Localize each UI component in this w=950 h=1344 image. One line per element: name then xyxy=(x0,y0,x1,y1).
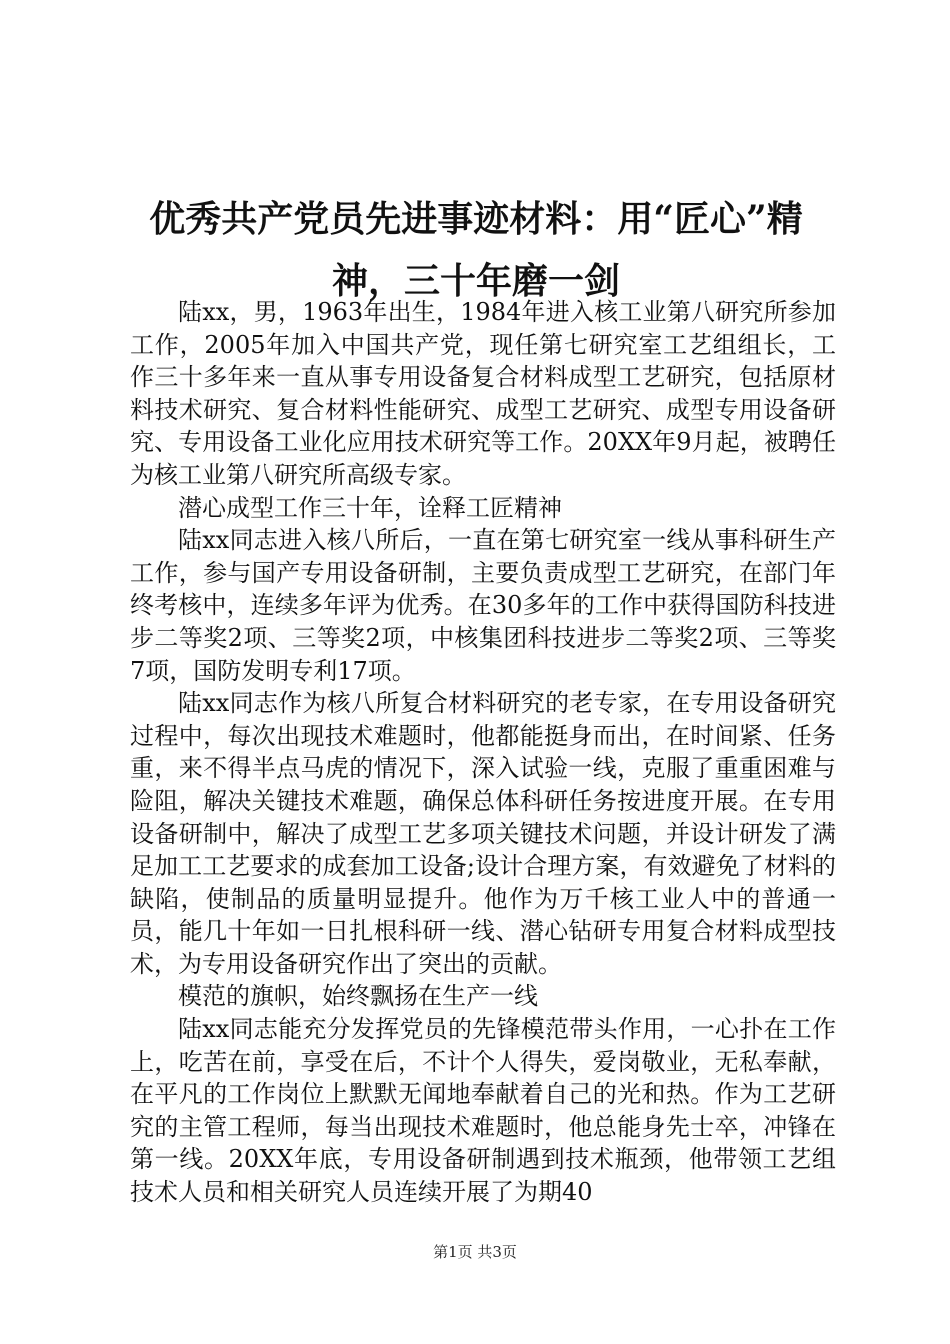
document-title: 优秀共产党员先进事迹材料：用“匠心”精神，三十年磨一剑 xyxy=(149,198,803,302)
paragraph-party-member: 陆xx同志能充分发挥党员的先锋模范带头作用，一心扑在工作上，吃苦在前，享受在后，不计个人得失，爱岗敬业，无私奉献，在平凡的工作岗位上默默无闻地奉献着自己的光和热。作为工艺研究的主管工程师，每当出现技术难题时，他总能身先士卒，冲锋在第一线。20XX年底，专用设备研制遇到技术瓶颈，他带领工艺组技术人员和相关研究人员连续开展了为期40 xyxy=(130,1015,836,1207)
paragraph-intro: 陆xx，男，1963年出生，1984年进入核工业第八研究所参加工作，2005年加入中国共产党，现任第七研究室工艺组组长，工作三十多年来一直从事专用设备复合材料成型工艺研究，包括原材料技术研究、复合材料性能研究、成型工艺研究、成型专用设备研究、专用设备工业化应用技术研究等工作。20XX年9月起，被聘任为核工业第八研究所高级专家。 xyxy=(130,298,836,489)
paragraph-expert-contribution: 陆xx同志作为核八所复合材料研究的老专家，在专用设备研究过程中，每次出现技术难题时，他都能挺身而出，在时间紧、任务重，来不得半点马虎的情况下，深入试验一线，克服了重重困难与险阻，解决关键技术难题，确保总体科研任务按进度开展。在专用设备研制中，解决了成型工艺多项关键技术问题，并设计研发了满足加工工艺要求的成套加工设备;设计合理方案，有效避免了材料的缺陷，使制品的质量明显提升。他作为万千核工业人中的普通一员，能几十年如一日扎根科研一线、潜心钻研专用复合材料成型技术，为专用设备研究作出了突出的贡献。 xyxy=(130,689,836,978)
section-heading-craftsmanship: 潜心成型工作三十年，诠释工匠精神 xyxy=(178,493,562,522)
section-heading-model: 模范的旗帜，始终飘扬在生产一线 xyxy=(178,982,538,1011)
page-number-footer: 第1页 共3页 xyxy=(433,1243,517,1261)
document-body xyxy=(130,296,836,1209)
paragraph-achievements: 陆xx同志进入核八所后，一直在第七研究室一线从事科研生产工作，参与国产专用设备研制，主要负责成型工艺研究，在部门年终考核中，连续多年评为优秀。在30多年的工作中获得国防科技进步二等奖2项、三等奖2项，中核集团科技进步二等奖2项、三等奖7项，国防发明专利17项。 xyxy=(130,526,836,685)
